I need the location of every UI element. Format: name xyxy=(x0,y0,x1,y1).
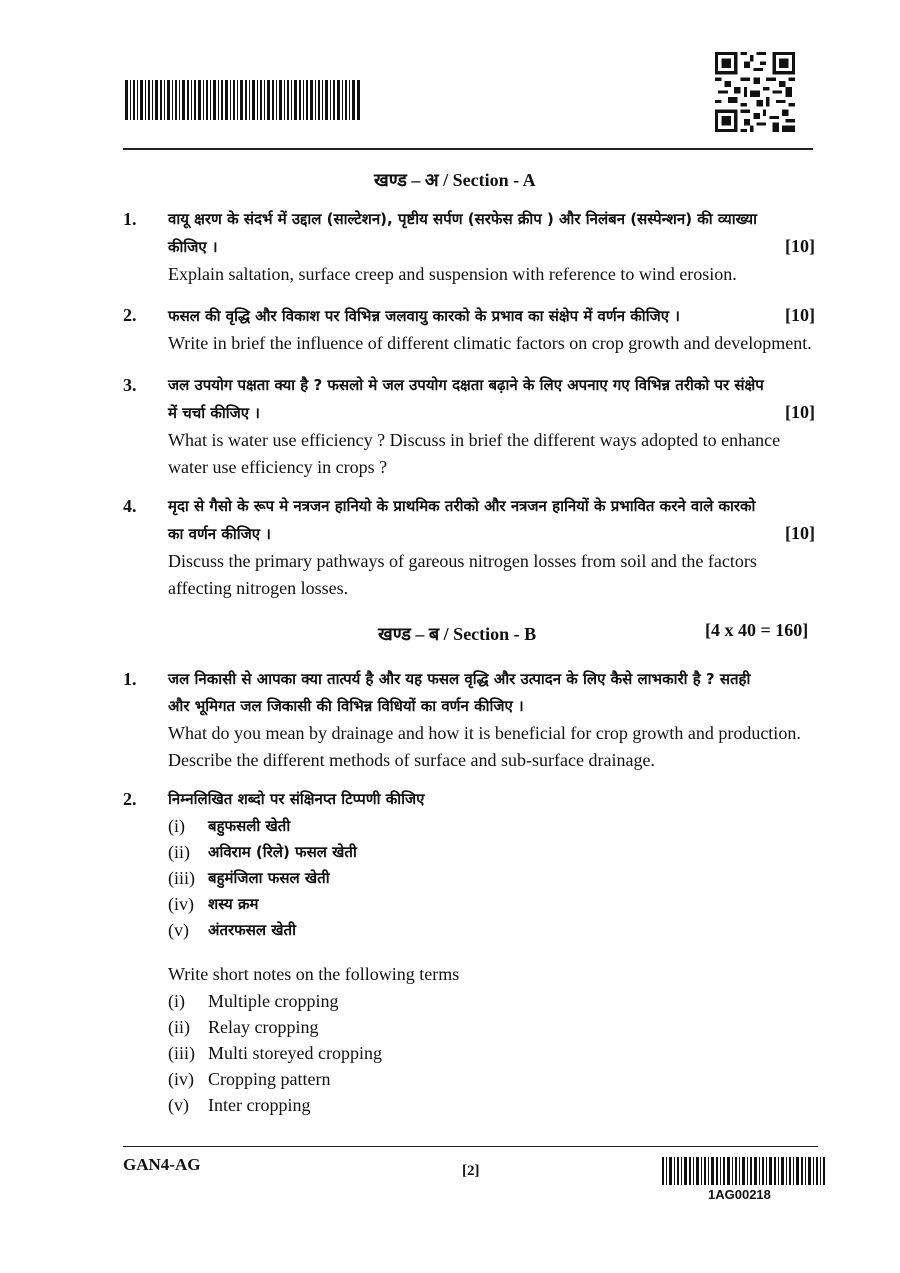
question-number: 1. xyxy=(123,209,137,229)
footer-rule xyxy=(123,1146,818,1147)
item-text: शस्य क्रम xyxy=(208,895,259,913)
question-english-line: Discuss the primary pathways of gareous nitrogen losses from soil and the factors xyxy=(168,551,757,571)
question-number: 1. xyxy=(123,669,137,689)
question-a-4 xyxy=(123,493,815,601)
item-text: Inter cropping xyxy=(208,1095,311,1115)
question-hindi-line: जल निकासी से आपका क्या तात्पर्य है और यह फसल वृद्धि और उत्पादन के लिए कैसे लाभकारी है ? सतही xyxy=(168,670,751,688)
item-numeral: (i) xyxy=(168,816,185,836)
question-english-intro: Write short notes on the following terms xyxy=(168,964,460,984)
english-term-item xyxy=(168,988,815,1014)
english-term-item xyxy=(168,1014,815,1040)
question-a-1 xyxy=(123,206,815,286)
question-b-2 xyxy=(123,786,815,1126)
question-hindi-line: मृदा से गैसो के रूप मे नत्रजन हानियो के प्राथमिक तरीको और नत्रजन हानियों के प्रभावित करने वाले कारको xyxy=(168,497,756,515)
item-text: Relay cropping xyxy=(208,1017,319,1037)
hindi-term-item xyxy=(168,891,815,917)
question-a-3 xyxy=(123,372,815,480)
question-b-1 xyxy=(123,666,815,774)
item-numeral: (iii) xyxy=(168,1043,195,1063)
item-text: अविराम (रिले) फसल खेती xyxy=(208,843,357,861)
item-numeral: (v) xyxy=(168,920,189,940)
question-hindi-line: का वर्णन कीजिए । xyxy=(168,525,271,543)
item-numeral: (v) xyxy=(168,1095,189,1115)
hindi-term-item xyxy=(168,813,815,839)
item-numeral: (i) xyxy=(168,991,185,1011)
barcode-bottom xyxy=(662,1157,825,1185)
marks-label: [10] xyxy=(785,305,815,325)
hindi-term-item xyxy=(168,839,815,865)
question-hindi-intro: निम्नलिखित शब्दो पर संक्षिनप्त टिप्पणी कीजिए xyxy=(168,790,425,808)
section-a-title: खण्ड – अ / Section - A xyxy=(374,170,536,190)
question-english-line: What do you mean by drainage and how it is beneficial for crop growth and production. xyxy=(168,723,801,743)
paper-code: GAN4-AG xyxy=(123,1155,201,1174)
question-hindi-line: कीजिए । xyxy=(168,238,218,256)
item-numeral: (ii) xyxy=(168,842,190,862)
question-a-2 xyxy=(123,302,815,356)
page-number: [2] xyxy=(462,1163,480,1179)
section-b-marks: [4 x 40 = 160] xyxy=(705,620,809,640)
english-term-item xyxy=(168,1066,815,1092)
item-numeral: (iii) xyxy=(168,868,195,888)
question-hindi-line: फसल की वृद्धि और विकाश पर विभिन्न जलवायु कारको के प्रभाव का संक्षेप में वर्णन कीजिए । xyxy=(168,307,680,325)
marks-label: [10] xyxy=(785,236,815,256)
item-numeral: (iv) xyxy=(168,1069,194,1089)
question-english-line: water use efficiency in crops ? xyxy=(168,457,388,477)
question-hindi-line: और भूमिगत जल जिकासी की विभिन्न विधियों का वर्णन कीजिए । xyxy=(168,697,524,715)
marks-label: [10] xyxy=(785,402,815,422)
item-text: बहुफसली खेती xyxy=(208,817,291,835)
question-number: 4. xyxy=(123,496,137,516)
item-text: अंतरफसल खेती xyxy=(208,921,296,939)
item-numeral: (iv) xyxy=(168,894,194,914)
section-b-title: खण्ड – ब / Section - B xyxy=(378,624,537,644)
header-rule xyxy=(123,148,813,150)
hindi-term-item xyxy=(168,865,815,891)
english-term-item xyxy=(168,1092,815,1118)
question-hindi-line: जल उपयोग पक्षता क्या है ? फसलो मे जल उपयोग दक्षता बढ़ाने के लिए अपनाए गए विभिन्न तरीको पर संक्षेप xyxy=(168,376,764,394)
question-number: 2. xyxy=(123,789,137,809)
question-english-line: affecting nitrogen losses. xyxy=(168,578,349,598)
question-number: 3. xyxy=(123,375,137,395)
item-text: Multiple cropping xyxy=(208,991,339,1011)
item-text: Cropping pattern xyxy=(208,1069,331,1089)
barcode-number: 1AG00218 xyxy=(708,1187,771,1202)
question-english-line: Describe the different methods of surface and sub-surface drainage. xyxy=(168,750,655,770)
hindi-term-item xyxy=(168,917,815,943)
question-number: 2. xyxy=(123,305,137,325)
item-text: बहुमंजिला फसल खेती xyxy=(208,869,330,887)
barcode-top xyxy=(125,80,360,120)
question-hindi-line: में चर्चा कीजिए । xyxy=(168,404,260,422)
qr-code xyxy=(715,52,795,132)
question-english-line: What is water use efficiency ? Discuss in brief the different ways adopted to enhance xyxy=(168,430,781,450)
item-text: Multi storeyed cropping xyxy=(208,1043,382,1063)
marks-label: [10] xyxy=(785,523,815,543)
question-hindi-line: वायू क्षरण के संदर्भ में उद्दाल (साल्टेशन), पृष्टीय सर्पण (सरफेस क्रीप ) और निलंबन (सस्पेन्शन) की व्याख्या xyxy=(168,210,757,228)
question-english-line: Write in brief the influence of different climatic factors on crop growth and development. xyxy=(168,333,812,353)
english-term-item xyxy=(168,1040,815,1066)
question-english-line: Explain saltation, surface creep and suspension with reference to wind erosion. xyxy=(168,264,737,284)
item-numeral: (ii) xyxy=(168,1017,190,1037)
